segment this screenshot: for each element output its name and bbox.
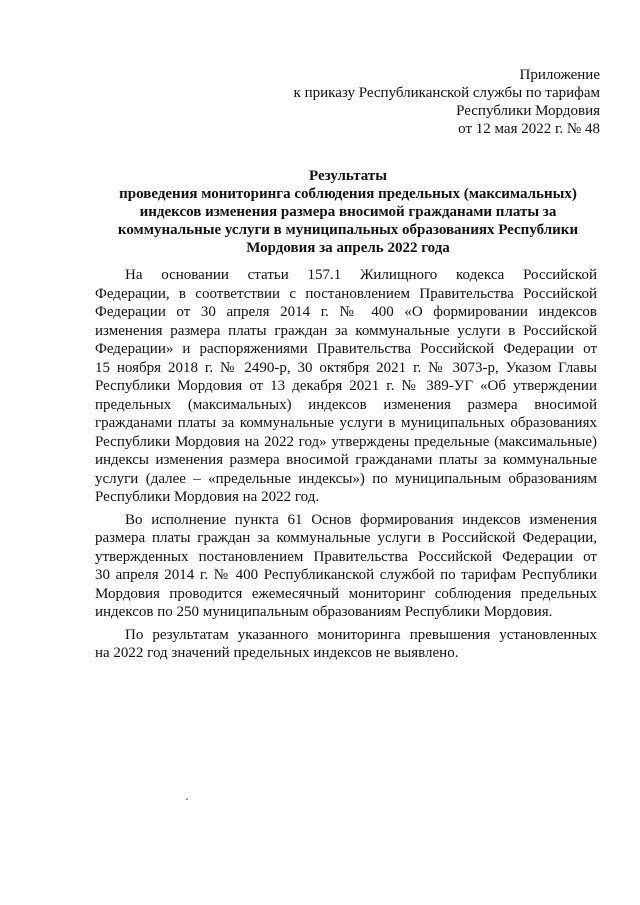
text-line: По результатам указанного мониторинга превышения установленных <box>125 626 597 643</box>
text-line: Федерации» и распоряжениями Правительства Российской Федерации от <box>95 341 597 357</box>
document-body <box>95 266 597 667</box>
text-line: размера платы граждан за коммунальные услуги в Российской Федерации, <box>95 530 597 546</box>
text-line: Мордовия проводится ежемесячный мониторинг соблюдения предельных <box>95 585 597 602</box>
text-line: 30 апреля 2014 г. № 400 Республиканской службой по тарифам Республики <box>95 567 597 583</box>
text-line: 15 ноября 2018 г. № 2490-р, 30 октября 2021 г. № 3073-р, Указом Главы <box>95 359 597 376</box>
text-line: индексы изменения размера вносимой гражданами платы за коммунальные <box>95 452 597 468</box>
text-line: Республики Мордовия на 2022 год» утверждены предельные (максимальные) <box>95 433 597 450</box>
text-line: Федерации, в соответствии с постановлением Правительства Российской <box>95 285 597 302</box>
text-line: индексов по 250 муниципальным образованиям Республики Мордовия. <box>95 604 553 620</box>
text-line: гражданами платы за коммунальные услуги в муниципальных образованиях <box>95 415 597 431</box>
title-line: индексов изменения размера вносимой гражданами платы за <box>139 204 557 220</box>
appendix-line: от 12 мая 2022 г. № 48 <box>458 121 600 137</box>
appendix-line: Приложение <box>519 67 600 83</box>
text-line: На основании статьи 157.1 Жилищного кодекса Российской <box>125 267 597 283</box>
scan-speck <box>186 798 188 800</box>
title-line: Мордовия за апрель 2022 года <box>246 240 450 256</box>
paragraph-results <box>95 626 597 663</box>
title-line: Результаты <box>309 168 387 184</box>
paragraph-legal-basis <box>95 266 597 507</box>
text-line: Республики Мордовия от 13 декабря 2021 г. № 389-УГ «Об утверждении <box>95 378 597 394</box>
appendix-header <box>294 66 600 138</box>
paragraph-monitoring <box>95 511 597 622</box>
text-line: на 2022 год значений предельных индексов не выявлено. <box>95 645 459 661</box>
document-title <box>92 167 604 257</box>
title-line: коммунальные услуги в муниципальных образованиях Республики <box>117 222 579 238</box>
text-line: услуги (далее – «предельные индексы») по муниципальным образованиям <box>95 470 597 487</box>
title-line: проведения мониторинга соблюдения предельных (максимальных) <box>119 186 577 202</box>
text-line: изменения размера платы граждан за коммунальные услуги в Российской <box>95 322 597 339</box>
appendix-line: к приказу Республиканской службы по тарифам <box>293 85 600 101</box>
text-line: утвержденных постановлением Правительства Российской Федерации от <box>95 548 597 565</box>
text-line: Во исполнение пункта 61 Основ формирования индексов изменения <box>125 511 597 528</box>
appendix-line: Республики Мордовия <box>456 103 600 119</box>
text-line: Федерации от 30 апреля 2014 г. № 400 «О формировании индексов <box>95 304 597 320</box>
text-line: предельных (максимальных) индексов изменения размера вносимой <box>95 396 597 413</box>
text-line: Республики Мордовия на 2022 год. <box>95 489 320 505</box>
